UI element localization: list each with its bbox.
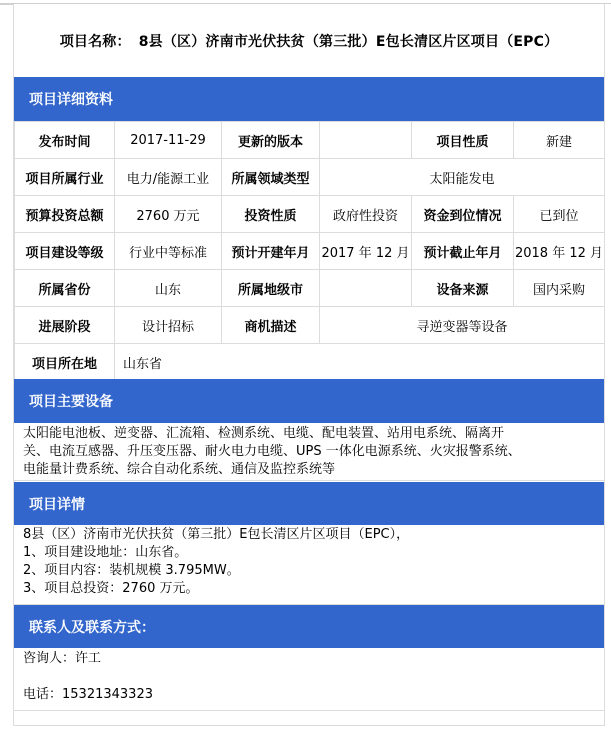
contact-phone: 电话：15321343323	[23, 687, 153, 702]
table-row	[15, 196, 605, 233]
field-value: 政府性投资	[320, 196, 412, 233]
title-value: 8县（区）济南市光伏扶贫（第三批）E包长清区片区项目（EPC）	[138, 33, 559, 50]
field-label: 项目建设等级	[15, 233, 115, 270]
field-label: 项目性质	[412, 122, 514, 159]
project-info-line: 3、项目总投资：2760 万元。	[23, 581, 199, 596]
section-header-details	[14, 77, 604, 121]
field-value: 行业中等标准	[115, 233, 222, 270]
table-row	[15, 307, 605, 344]
section-title: 项目详情	[29, 496, 85, 513]
section-header-equipment	[14, 379, 604, 423]
field-value: 2017-11-29	[115, 122, 222, 159]
field-value	[320, 122, 412, 159]
section-title: 项目详细资料	[29, 92, 113, 108]
table-row	[15, 344, 605, 381]
contact-body	[14, 648, 604, 711]
field-label: 发布时间	[15, 122, 115, 159]
section-title: 项目主要设备	[29, 394, 113, 410]
section-title: 联系人及联系方式：	[29, 619, 155, 636]
field-value: 寻逆变器等设备	[320, 307, 605, 344]
field-value: 设计招标	[115, 307, 222, 344]
project-info-line: 8县（区）济南市光伏扶贫（第三批）E包长清区片区项目（EPC），	[23, 527, 410, 542]
contact-person: 咨询人：许工	[23, 651, 102, 666]
section-header-project-info	[14, 482, 604, 525]
field-label: 商机描述	[222, 307, 320, 344]
field-value: 2017 年 12 月	[320, 233, 412, 270]
field-label: 预算投资总额	[15, 196, 115, 233]
project-document	[13, 4, 605, 726]
field-label: 项目所属行业	[15, 159, 115, 196]
table-row	[15, 233, 605, 270]
field-value: 山东省	[115, 344, 605, 381]
project-info-line: 1、项目建设地址：山东省。	[23, 545, 188, 560]
details-table	[14, 121, 605, 381]
field-label: 设备来源	[412, 270, 514, 307]
equipment-list	[14, 423, 604, 481]
field-value	[320, 270, 412, 307]
table-row	[15, 159, 605, 196]
field-label: 投资性质	[222, 196, 320, 233]
field-value: 已到位	[514, 196, 605, 233]
field-label: 所属省份	[15, 270, 115, 307]
title-label: 项目名称：	[59, 33, 131, 50]
field-value: 电力/能源工业	[115, 159, 222, 196]
field-label: 项目所在地	[15, 344, 115, 381]
table-row	[15, 122, 605, 159]
project-info-line: 2、项目内容：装机规模 3.795MW。	[23, 563, 240, 578]
field-value: 2018 年 12 月	[514, 233, 605, 270]
field-label: 预计开建年月	[222, 233, 320, 270]
equipment-line: 电能量计费系统、综合自动化系统、通信及监控系统等	[23, 462, 336, 477]
table-row	[15, 270, 605, 307]
project-info-body	[14, 525, 604, 605]
field-label: 所属领域类型	[222, 159, 320, 196]
field-value: 国内采购	[514, 270, 605, 307]
field-value: 山东	[115, 270, 222, 307]
equipment-line: 太阳能电池板、逆变器、汇流箱、检测系统、电缆、配电装置、站用电系统、隔离开	[23, 426, 505, 441]
field-value: 2760 万元	[115, 196, 222, 233]
equipment-line: 关、电流互感器、升压变压器、耐火电力电缆、UPS 一体化电源系统、火灾报警系统、	[23, 444, 521, 459]
page-title	[14, 4, 604, 77]
field-value: 新建	[514, 122, 605, 159]
section-header-contact	[14, 605, 604, 648]
field-value: 太阳能发电	[320, 159, 605, 196]
field-label: 进展阶段	[15, 307, 115, 344]
field-label: 所属地级市	[222, 270, 320, 307]
field-label: 资金到位情况	[412, 196, 514, 233]
field-label: 预计截止年月	[412, 233, 514, 270]
field-label: 更新的版本	[222, 122, 320, 159]
